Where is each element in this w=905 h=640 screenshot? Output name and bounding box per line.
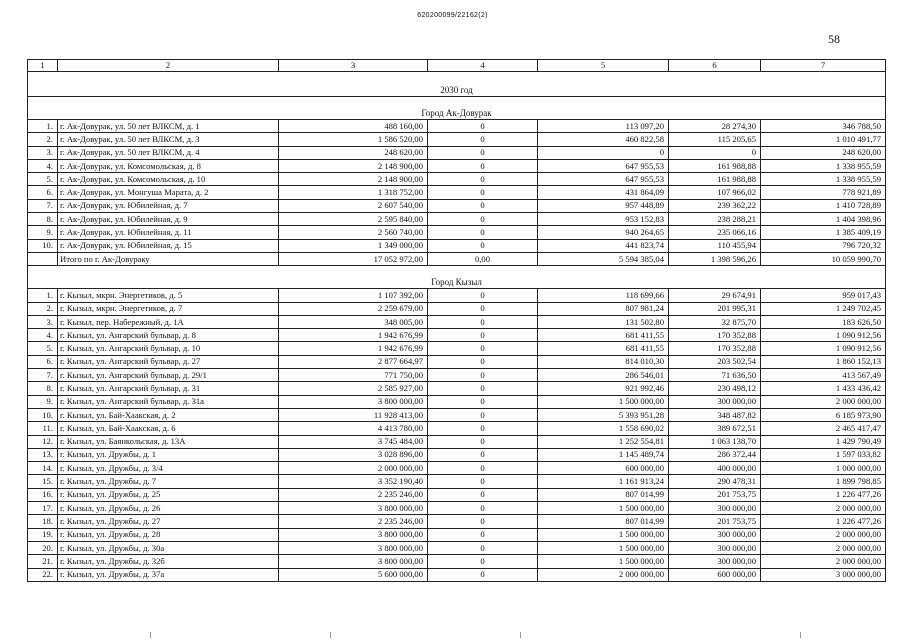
table-cell: 460 822,58 [538,133,669,146]
table-cell: 681 411,55 [538,342,669,355]
table-cell: 1 349 000,00 [279,239,428,252]
table-cell: 807 981,24 [538,302,669,315]
table-row [28,173,886,186]
total-cell: 5 594 385,04 [538,252,669,265]
table-row [28,315,886,328]
table-cell: 0 [428,226,538,239]
table-cell: 3 000 000,00 [761,568,886,581]
table-cell: 230 498,12 [669,382,761,395]
table-cell: 131 502,80 [538,315,669,328]
total-cell: Итого по г. Ак-Довураку [58,252,279,265]
table-cell: 2 148 900,00 [279,173,428,186]
table-cell: 3. [28,146,58,159]
table-cell: 0 [428,502,538,515]
table-cell: 921 992,46 [538,382,669,395]
table-cell: 1 500 000,00 [538,502,669,515]
table-cell: 0 [428,133,538,146]
table-row [28,528,886,541]
table-cell: 29 674,91 [669,289,761,302]
table-cell: 959 017,43 [761,289,886,302]
table-cell: 681 411,55 [538,329,669,342]
table-cell: 0 [428,568,538,581]
table-cell: 2 235 246,00 [279,515,428,528]
table-cell: 1 942 676,99 [279,342,428,355]
table-cell: 600 000,00 [669,568,761,581]
table-cell: 0 [669,146,761,159]
table-cell: 0 [428,395,538,408]
table-cell: г. Кызыл, ул. Дружбы, д. 37а [58,568,279,581]
table-cell: г. Кызыл, мкрн. Энергетиков, д. 5 [58,289,279,302]
table-row [28,239,886,252]
table-cell: 0 [428,408,538,421]
table-cell: г. Ак-Довурак, ул. Юбилейная, д. 7 [58,199,279,212]
table-cell: 348 005,00 [279,315,428,328]
table-cell: 15. [28,475,58,488]
table-cell: 248 620,00 [761,146,886,159]
table-cell: 2 259 679,00 [279,302,428,315]
table-cell: 2 595 840,00 [279,213,428,226]
table-cell: 1 226 477,26 [761,488,886,501]
table-cell: 4. [28,159,58,172]
table-cell: 10. [28,239,58,252]
table-cell: г. Кызыл, ул. Дружбы, д. 27 [58,515,279,528]
table-cell: г. Кызыл, ул. Дружбы, д. 28 [58,528,279,541]
city-label: Город Кызыл [28,266,886,289]
table-cell: 32 875,70 [669,315,761,328]
table-cell: 286 372,44 [669,448,761,461]
table-cell: 300 000,00 [669,541,761,554]
table-cell: г. Кызыл, ул. Дружбы, д. 7 [58,475,279,488]
table-cell: г. Ак-Довурак, ул. Комсомольская, д. 8 [58,159,279,172]
table-cell: 413 567,49 [761,369,886,382]
header-cell: 5 [538,60,669,72]
table-cell: 0 [428,435,538,448]
table-cell: г. Кызыл, ул. Ангарский бульвар, д. 8 [58,329,279,342]
table-cell: 1 500 000,00 [538,541,669,554]
table-cell: 0 [428,315,538,328]
table-cell: 22. [28,568,58,581]
table-cell: 647 955,53 [538,173,669,186]
table-row [28,408,886,421]
table-cell: 441 823,74 [538,239,669,252]
table-cell: 2 000 000,00 [761,528,886,541]
table-cell: г. Ак-Довурак, ул. 50 лет ВЛКСМ, д. 1 [58,120,279,133]
table-cell: 1 597 033,82 [761,448,886,461]
table-cell: 346 788,50 [761,120,886,133]
table-cell: 431 864,09 [538,186,669,199]
table-cell: 201 753,75 [669,488,761,501]
table-cell: г. Кызыл, ул. Дружбы, д. 30а [58,541,279,554]
page-number: 58 [828,32,840,46]
table-cell: 1. [28,120,58,133]
table-cell: 170 352,88 [669,342,761,355]
table-cell: 7. [28,199,58,212]
table-cell: 11 928 413,00 [279,408,428,421]
table-body [28,60,886,582]
table-cell: 348 487,82 [669,408,761,421]
table-cell: 1 404 398,96 [761,213,886,226]
table-cell: 2 148 900,00 [279,159,428,172]
table-cell: г. Кызыл, ул. Ангарский бульвар, д. 29/1 [58,369,279,382]
table-cell: 2 000 000,00 [761,395,886,408]
table-cell: г. Ак-Довурак, ул. Юбилейная, д. 11 [58,226,279,239]
city-header-row [28,266,886,289]
table-cell: 2 000 000,00 [538,568,669,581]
table-cell: 14. [28,462,58,475]
table-row [28,213,886,226]
table-row [28,329,886,342]
table-row [28,159,886,172]
table-cell: 488 160,00 [279,120,428,133]
table-cell: 8. [28,213,58,226]
table-cell: 1 500 000,00 [538,555,669,568]
table-row [28,186,886,199]
table-row [28,555,886,568]
table-cell: 113 097,20 [538,120,669,133]
table-cell: 2 607 540,00 [279,199,428,212]
city-label: Город Ак-Довурак [28,97,886,120]
table-cell: 12. [28,435,58,448]
table-cell: 2 585 927,00 [279,382,428,395]
total-cell: 10 059 990,70 [761,252,886,265]
table-cell: 6. [28,186,58,199]
funding-table [27,59,886,582]
table-cell: 201 995,31 [669,302,761,315]
table-cell: 28 274,30 [669,120,761,133]
table-cell: г. Кызыл, ул. Дружбы, д. 25 [58,488,279,501]
table-cell: 1 063 138,70 [669,435,761,448]
total-cell: 1 398 596,26 [669,252,761,265]
table-cell: 2 465 417,47 [761,422,886,435]
table-cell: г. Кызыл, ул. Дружбы, д. 32б [58,555,279,568]
table-cell: 0 [428,120,538,133]
table-cell: 807 014,99 [538,488,669,501]
table-cell: 238 288,21 [669,213,761,226]
table-cell: 3 800 000,00 [279,555,428,568]
table-cell: 957 448,89 [538,199,669,212]
table-cell: 290 478,31 [669,475,761,488]
table-cell: 5 600 000,00 [279,568,428,581]
table-cell: г. Ак-Довурак, ул. 50 лет ВЛКСМ, д. 3 [58,133,279,146]
year-row [28,72,886,97]
table-cell: г. Кызыл, ул. Баянкольская, д. 13А [58,435,279,448]
table-cell: 0 [428,342,538,355]
table-cell: 11. [28,422,58,435]
table-cell: 161 988,88 [669,159,761,172]
table-cell: 300 000,00 [669,395,761,408]
table-cell: 71 636,50 [669,369,761,382]
table-cell: 1 338 955,59 [761,173,886,186]
table-row [28,120,886,133]
table-row [28,355,886,368]
table-cell: 0 [428,369,538,382]
table-cell: 19. [28,528,58,541]
table-cell: 248 620,00 [279,146,428,159]
table-cell: г. Кызыл, мкрн. Энергетиков, д. 7 [58,302,279,315]
table-row [28,515,886,528]
table-cell: 0 [428,146,538,159]
table-cell: 183 626,50 [761,315,886,328]
total-cell: 0,00 [428,252,538,265]
table-cell: г. Кызыл, ул. Дружбы, д. 1 [58,448,279,461]
table-row [28,289,886,302]
table-cell: 3 745 484,00 [279,435,428,448]
table-cell: 3 800 000,00 [279,541,428,554]
total-cell: 17 052 972,00 [279,252,428,265]
table-cell: 0 [428,382,538,395]
page-bottom-marks [0,630,905,640]
table-cell: 953 152,83 [538,213,669,226]
table-row [28,382,886,395]
table-row [28,199,886,212]
table-row [28,462,886,475]
table-cell: 1 500 000,00 [538,395,669,408]
table-cell: 3 800 000,00 [279,528,428,541]
table-cell: 118 699,66 [538,289,669,302]
table-cell: 286 546,01 [538,369,669,382]
table-row [28,342,886,355]
table-cell: 0 [428,199,538,212]
table-cell: 7. [28,369,58,382]
table-cell: 4. [28,329,58,342]
table-cell: 807 014,99 [538,515,669,528]
table-cell: 17. [28,502,58,515]
table-cell: 0 [428,329,538,342]
table-cell: 18. [28,515,58,528]
table-cell: г. Ак-Довурак, ул. 50 лет ВЛКСМ, д. 4 [58,146,279,159]
table-cell: 0 [428,213,538,226]
table-cell: 796 720,32 [761,239,886,252]
scan-mark [150,632,151,638]
table-row [28,448,886,461]
table-cell: 814 010,30 [538,355,669,368]
header-cell: 6 [669,60,761,72]
column-number-row [28,60,886,72]
table-cell: 3 800 000,00 [279,502,428,515]
table-cell: 0 [538,146,669,159]
document-id: 620200099/22162(2) [417,12,488,19]
table-row [28,541,886,554]
table-cell: 0 [428,422,538,435]
table-cell: 20. [28,541,58,554]
table-cell: 2 000 000,00 [761,555,886,568]
table-cell: 0 [428,488,538,501]
city-header-row [28,97,886,120]
table-cell: 9. [28,226,58,239]
table-cell: 3. [28,315,58,328]
table-cell: 1 145 489,74 [538,448,669,461]
table-cell: 0 [428,555,538,568]
table-cell: 300 000,00 [669,502,761,515]
table-cell: 1 107 392,00 [279,289,428,302]
table-cell: 300 000,00 [669,555,761,568]
table-cell: 6. [28,355,58,368]
table-cell: 115 205,65 [669,133,761,146]
table-cell: г. Кызыл, ул. Ангарский бульвар, д. 27 [58,355,279,368]
table-cell: 107 966,02 [669,186,761,199]
table-cell: 203 502,54 [669,355,761,368]
table-cell: 1 161 913,24 [538,475,669,488]
table-cell: г. Кызыл, ул. Ангарский бульвар, д. 31а [58,395,279,408]
table-row [28,133,886,146]
total-row [28,252,886,265]
table-row [28,369,886,382]
table-cell: 0 [428,528,538,541]
table-cell: 6 185 973,90 [761,408,886,421]
table-cell: 10. [28,408,58,421]
table-cell: 1 558 690,02 [538,422,669,435]
header-cell: 7 [761,60,886,72]
header-cell: 1 [28,60,58,72]
table-cell: 1 249 702,45 [761,302,886,315]
table-cell: 1 860 152,13 [761,355,886,368]
table-cell: 0 [428,462,538,475]
table-cell: 0 [428,173,538,186]
table-cell: 3 800 000,00 [279,395,428,408]
table-cell: 940 264,65 [538,226,669,239]
table-row [28,488,886,501]
table-cell: г. Кызыл, ул. Дружбы, д. 26 [58,502,279,515]
table-cell: 2 877 664,97 [279,355,428,368]
table-cell: 1 942 676,99 [279,329,428,342]
table-cell: 0 [428,186,538,199]
table-cell: 5. [28,342,58,355]
table-cell: 400 000,00 [669,462,761,475]
table-cell: 2 235 246,00 [279,488,428,501]
table-cell: 2. [28,302,58,315]
table-cell: г. Кызыл, ул. Ангарский бульвар, д. 31 [58,382,279,395]
total-cell [28,252,58,265]
table-row [28,302,886,315]
table-cell: 771 750,00 [279,369,428,382]
table-cell: 9. [28,395,58,408]
table-cell: 1 586 520,00 [279,133,428,146]
scan-mark [330,632,331,638]
table-cell: 2 000 000,00 [279,462,428,475]
table-cell: 2 000 000,00 [761,502,886,515]
table-cell: 1 000 000,00 [761,462,886,475]
table-cell: 1 899 798,85 [761,475,886,488]
table-cell: 1 226 477,26 [761,515,886,528]
table-row [28,502,886,515]
table-cell: 0 [428,541,538,554]
table-cell: г. Ак-Довурак, ул. Комсомольская, д. 10 [58,173,279,186]
table-cell: 16. [28,488,58,501]
table-cell: 300 000,00 [669,528,761,541]
table-cell: г. Ак-Довурак, ул. Юбилейная, д. 15 [58,239,279,252]
table-cell: 5. [28,173,58,186]
table-cell: 110 455,94 [669,239,761,252]
scan-mark [800,632,801,638]
table-cell: г. Кызыл, ул. Ангарский бульвар, д. 10 [58,342,279,355]
header-cell: 4 [428,60,538,72]
table-cell: 1 433 436,42 [761,382,886,395]
table-cell: 1 252 554,81 [538,435,669,448]
table-cell: 1 338 955,59 [761,159,886,172]
table-cell: 2. [28,133,58,146]
table-cell: 201 753,75 [669,515,761,528]
table-cell: г. Ак-Довурак, ул. Юбилейная, д. 9 [58,213,279,226]
table-row [28,226,886,239]
table-cell: 778 921,89 [761,186,886,199]
table-cell: 2 000 000,00 [761,541,886,554]
table-cell: 8. [28,382,58,395]
header-cell: 3 [279,60,428,72]
table-cell: 0 [428,515,538,528]
table-cell: 1 010 491,77 [761,133,886,146]
table-cell: 0 [428,355,538,368]
year-label: 2030 год [28,72,886,97]
table-cell: г. Кызыл, пер. Набережный, д. 1А [58,315,279,328]
table-row [28,475,886,488]
table-cell: 1 090 912,56 [761,342,886,355]
table-cell: 0 [428,159,538,172]
table-cell: 1 429 790,49 [761,435,886,448]
table-row [28,395,886,408]
table-row [28,146,886,159]
table-cell: г. Кызыл, ул. Бай-Хаакская, д. 2 [58,408,279,421]
scan-mark [520,632,521,638]
table-cell: 389 672,51 [669,422,761,435]
table-cell: 1 410 728,89 [761,199,886,212]
table-cell: 1 090 912,56 [761,329,886,342]
table-cell: 0 [428,302,538,315]
table-cell: г. Кызыл, ул. Дружбы, д. 3/4 [58,462,279,475]
table-row [28,568,886,581]
table-cell: 0 [428,475,538,488]
table-cell: 1. [28,289,58,302]
table-cell: 0 [428,289,538,302]
table-cell: 600 000,00 [538,462,669,475]
table-cell: 13. [28,448,58,461]
table-cell: г. Кызыл, ул. Бай-Хаакская, д. 6 [58,422,279,435]
table-cell: 1 385 409,19 [761,226,886,239]
table-cell: 4 413 780,00 [279,422,428,435]
table-cell: 3 352 190,40 [279,475,428,488]
table-cell: 1 500 000,00 [538,528,669,541]
table-cell: 3 028 896,00 [279,448,428,461]
header-cell: 2 [58,60,279,72]
table-cell: 647 955,53 [538,159,669,172]
table-cell: 161 988,88 [669,173,761,186]
table-cell: 5 393 951,28 [538,408,669,421]
table-cell: 21. [28,555,58,568]
table-row [28,422,886,435]
table-cell: г. Ак-Довурак, ул. Монгуша Марата, д. 2 [58,186,279,199]
table-cell: 2 560 740,00 [279,226,428,239]
table-cell: 170 352,88 [669,329,761,342]
table-cell: 1 318 752,00 [279,186,428,199]
table-cell: 0 [428,239,538,252]
table-cell: 239 362,22 [669,199,761,212]
table-cell: 0 [428,448,538,461]
table-cell: 235 066,16 [669,226,761,239]
table-row [28,435,886,448]
